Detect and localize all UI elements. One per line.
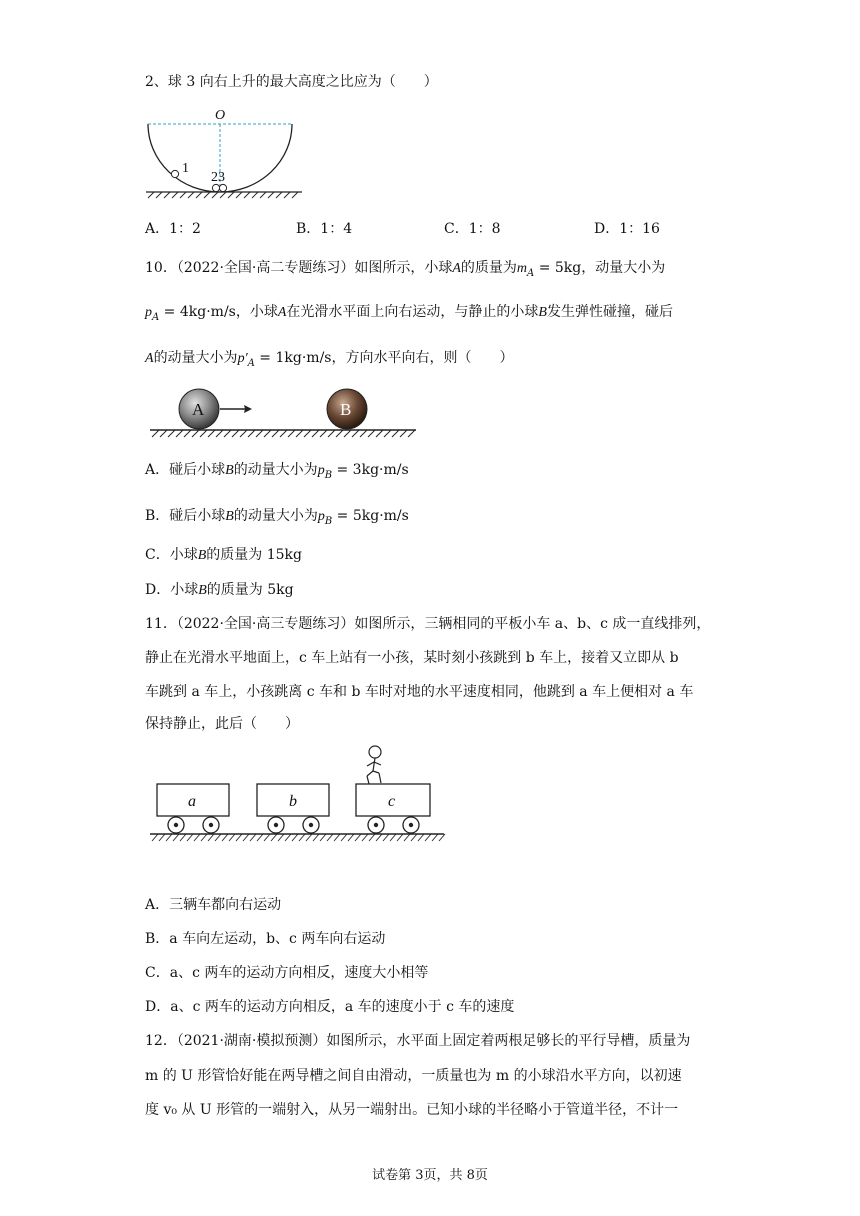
q9-stem: 2、球 3 向右上升的最大高度之比应为（ ） — [145, 74, 438, 90]
ball-1 — [171, 170, 178, 177]
label-1: 1 — [182, 161, 189, 176]
cart-b-label: b — [289, 793, 297, 810]
q10-line-3: A的动量大小为$p'_A = 1kg\cdot m/s$，方向水平向右，则（ ） — [145, 350, 514, 369]
q10-option-d[interactable]: D．小球B的质量为 5kg — [145, 582, 294, 598]
page-footer: 试卷第 3页，共 8页 — [372, 1168, 488, 1183]
q11-line-4: 保持静止，此后（ ） — [145, 716, 299, 732]
q9-option-c[interactable]: C．1：8 — [444, 221, 501, 237]
q10-option-b[interactable]: B．碰后小球B的动量大小为$p_B = 5kg\cdot m/s$ — [145, 508, 409, 527]
q10-line-1: 10．（2022·全国·高二专题练习）如图所示，小球A的质量为$m_A = 5kg$，动量大小为 — [145, 260, 666, 279]
q11-option-c[interactable]: C．a、c 两车的运动方向相反，速度大小相等 — [145, 965, 429, 981]
ground-hatch — [152, 430, 415, 437]
cart-a-label: a — [188, 793, 196, 810]
q12-line-1: 12．（2021·湖南·模拟预测）如图所示，水平面上固定着两根足够长的平行导槽，质量为 — [145, 1033, 691, 1049]
ball-2 — [212, 184, 219, 191]
label-o: O — [215, 108, 226, 123]
q11-line-1: 11．（2022·全国·高三专题练习）如图所示，三辆相同的平板小车 a、b、c 成一直线排列， — [145, 616, 711, 632]
ball-3 — [219, 184, 226, 191]
q9-bowl-figure — [140, 104, 310, 200]
q12-line-3: 度 v₀ 从 U 形管的一端射入，从另一端射出。已知小球的半径略小于管道半径，不计一 — [145, 1102, 679, 1118]
q9-option-b[interactable]: B．1：4 — [296, 221, 353, 237]
q10-option-c[interactable]: C．小球B的质量为 15kg — [145, 547, 302, 563]
q11-option-b[interactable]: B．a 车向左运动，b、c 两车向右运动 — [145, 931, 386, 947]
ground-hatch — [148, 192, 298, 198]
q10-line-2: $p_A = 4kg\cdot m/s$，小球A在光滑水平面上向右运动，与静止的小球B发生弹性碰撞，碰后 — [145, 304, 673, 323]
q10-collision-figure — [148, 386, 420, 440]
q9-option-d[interactable]: D．1：16 — [594, 221, 660, 237]
q9-option-a[interactable]: A．1：2 — [145, 221, 201, 237]
arrow-head — [244, 405, 252, 413]
q12-line-2: m 的 U 形管恰好能在两导槽之间自由滑动，一质量也为 m 的小球沿水平方向，以初速 — [145, 1068, 682, 1084]
cart-c-label: c — [388, 793, 396, 810]
q11-carts-figure — [148, 740, 448, 846]
ball-b-label: B — [340, 400, 352, 419]
ball-a-label: A — [192, 400, 205, 419]
label-23: 23 — [211, 170, 225, 185]
ground-hatch — [152, 834, 445, 841]
child-figure — [367, 746, 381, 784]
q11-line-2: 静止在光滑水平地面上，c 车上站有一小孩，某时刻小孩跳到 b 车上，接着又立即从 b — [145, 650, 679, 666]
q10-option-a[interactable]: A．碰后小球B的动量大小为$p_B = 3kg\cdot m/s$ — [145, 462, 409, 481]
q11-line-3: 车跳到 a 车上，小孩跳离 c 车和 b 车时对地的水平速度相同，他跳到 a 车上便相对 a 车 — [145, 684, 694, 700]
q11-option-a[interactable]: A．三辆车都向右运动 — [145, 897, 282, 913]
q11-option-d[interactable]: D．a、c 两车的运动方向相反，a 车的速度小于 c 车的速度 — [145, 999, 515, 1015]
